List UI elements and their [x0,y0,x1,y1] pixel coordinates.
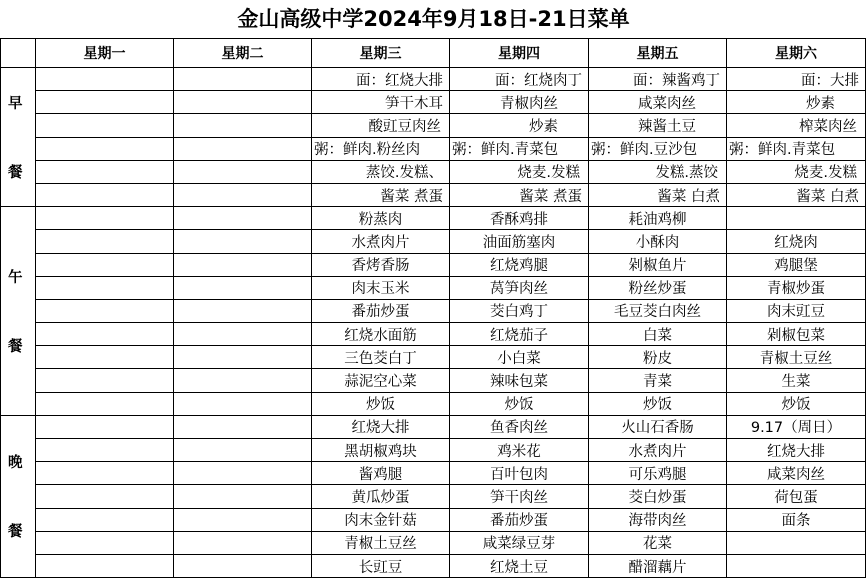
empty-cell [36,183,174,206]
menu-cell: 水煮肉片 [589,439,727,462]
menu-cell: 酱菜 煮蛋 [450,183,589,206]
empty-cell [174,392,312,415]
table-row [1,137,866,160]
menu-cell: 粉蒸肉 [312,207,450,230]
empty-cell [174,299,312,322]
day-header-fri: 星期五 [589,39,727,68]
menu-cell: 酱菜 白煮 [727,183,866,206]
menu-cell: 酸豇豆肉丝 [312,114,450,137]
menu-cell: 油面筋塞肉 [450,230,589,253]
header-row [1,39,866,68]
menu-cell: 粥：鲜肉.青菜包 [450,137,589,160]
menu-cell: 炒饭 [450,392,589,415]
menu-cell: 青椒土豆丝 [727,346,866,369]
empty-cell [174,137,312,160]
empty-cell [174,230,312,253]
table-row [1,160,866,183]
table-row [1,114,866,137]
menu-cell: 红烧肉 [727,230,866,253]
table-row [1,485,866,508]
empty-cell [36,323,174,346]
table-row [1,253,866,276]
menu-cell: 青菜 [589,369,727,392]
menu-cell: 番茄炒蛋 [450,508,589,531]
menu-cell [727,554,866,577]
empty-cell [174,160,312,183]
menu-cell: 鸡米花 [450,439,589,462]
menu-cell: 烧麦.发糕 [727,160,866,183]
empty-cell [36,346,174,369]
table-row [1,462,866,485]
menu-cell: 咸菜肉丝 [727,462,866,485]
empty-cell [174,415,312,438]
table-row [1,68,866,91]
table-row [1,299,866,322]
empty-cell [36,137,174,160]
table-row [1,554,866,577]
menu-cell: 火山石香肠 [589,415,727,438]
empty-cell [174,276,312,299]
empty-cell [36,369,174,392]
menu-cell: 鸡腿堡 [727,253,866,276]
menu-cell: 青椒土豆丝 [312,531,450,554]
empty-cell [174,346,312,369]
table-row [1,91,866,114]
menu-cell: 水煮肉片 [312,230,450,253]
menu-cell: 红烧大排 [312,415,450,438]
menu-cell: 粉皮 [589,346,727,369]
menu-cell: 黑胡椒鸡块 [312,439,450,462]
menu-cell: 长豇豆 [312,554,450,577]
menu-cell: 剁椒鱼片 [589,253,727,276]
table-row [1,369,866,392]
menu-cell: 酱菜 煮蛋 [312,183,450,206]
empty-cell [36,485,174,508]
empty-cell [174,253,312,276]
empty-cell [36,439,174,462]
empty-cell [36,68,174,91]
menu-cell: 花菜 [589,531,727,554]
menu-cell [727,531,866,554]
menu-cell: 粥：鲜肉.豆沙包 [589,137,727,160]
menu-cell: 红烧鸡腿 [450,253,589,276]
menu-cell: 莴笋肉丝 [450,276,589,299]
menu-title: 金山高级中学2024年9月18日-21日菜单 [237,7,630,31]
menu-cell: 茭白炒蛋 [589,485,727,508]
menu-cell: 面：大排 [727,68,866,91]
menu-cell [727,207,866,230]
menu-cell: 红烧大排 [727,439,866,462]
day-header-sat: 星期六 [727,39,866,68]
empty-cell [174,462,312,485]
menu-cell: 发糕.蒸饺 [589,160,727,183]
menu-cell: 鱼香肉丝 [450,415,589,438]
empty-cell [174,183,312,206]
menu-cell: 炒饭 [727,392,866,415]
empty-cell [174,207,312,230]
menu-cell: 三色茭白丁 [312,346,450,369]
empty-cell [36,392,174,415]
menu-cell: 香酥鸡排 [450,207,589,230]
menu-cell: 笋干肉丝 [450,485,589,508]
table-row [1,323,866,346]
menu-cell: 榨菜肉丝 [727,114,866,137]
menu-cell: 蒸饺.发糕、 [312,160,450,183]
menu-cell: 青椒炒蛋 [727,276,866,299]
menu-cell: 蒜泥空心菜 [312,369,450,392]
empty-cell [174,323,312,346]
table-row [1,207,866,230]
table-row [1,531,866,554]
menu-cell: 咸菜绿豆芽 [450,531,589,554]
empty-cell [36,253,174,276]
menu-cell: 小白菜 [450,346,589,369]
table-row [1,230,866,253]
menu-cell: 醋溜藕片 [589,554,727,577]
empty-cell [174,439,312,462]
menu-cell: 白菜 [589,323,727,346]
meal-label-breakfast: 早 餐 [1,68,36,207]
menu-cell: 黄瓜炒蛋 [312,485,450,508]
menu-cell: 咸菜肉丝 [589,91,727,114]
menu-cell: 烧麦.发糕 [450,160,589,183]
menu-cell: 炒饭 [312,392,450,415]
day-header-wed: 星期三 [312,39,450,68]
table-row [1,183,866,206]
empty-cell [36,160,174,183]
menu-cell: 酱鸡腿 [312,462,450,485]
menu-cell: 青椒肉丝 [450,91,589,114]
menu-cell: 笋干木耳 [312,91,450,114]
empty-cell [174,554,312,577]
table-row [1,276,866,299]
empty-cell [174,369,312,392]
menu-cell: 面：红烧大排 [312,68,450,91]
empty-cell [174,114,312,137]
day-header-mon: 星期一 [36,39,174,68]
menu-cell: 生菜 [727,369,866,392]
empty-cell [36,207,174,230]
menu-cell: 小酥肉 [589,230,727,253]
table-row [1,346,866,369]
empty-cell [174,68,312,91]
day-header-tue: 星期二 [174,39,312,68]
menu-cell: 粉丝炒蛋 [589,276,727,299]
menu-cell: 番茄炒蛋 [312,299,450,322]
menu-cell: 粥：鲜肉.粉丝肉 [312,137,450,160]
menu-table [0,38,866,578]
empty-cell [36,91,174,114]
menu-cell: 辣酱土豆 [589,114,727,137]
empty-cell [36,462,174,485]
empty-cell [36,114,174,137]
menu-cell: 耗油鸡柳 [589,207,727,230]
menu-cell: 酱菜 白煮 [589,183,727,206]
table-row [1,415,866,438]
empty-cell [174,531,312,554]
table-row [1,439,866,462]
meal-label-lunch: 午 餐 [1,207,36,416]
menu-cell: 海带肉丝 [589,508,727,531]
menu-cell: 红烧水面筋 [312,323,450,346]
empty-cell [174,91,312,114]
menu-cell: 粥：鲜肉.青菜包 [727,137,866,160]
menu-cell: 剁椒包菜 [727,323,866,346]
empty-cell [174,485,312,508]
menu-cell: 9.17（周日） [727,415,866,438]
menu-cell: 炒饭 [589,392,727,415]
menu-cell: 炒素 [727,91,866,114]
menu-cell: 毛豆茭白肉丝 [589,299,727,322]
empty-cell [36,415,174,438]
menu-cell: 红烧土豆 [450,554,589,577]
menu-cell: 荷包蛋 [727,485,866,508]
menu-cell: 面条 [727,508,866,531]
empty-cell [36,508,174,531]
empty-cell [36,299,174,322]
day-header-thu: 星期四 [450,39,589,68]
menu-cell: 红烧茄子 [450,323,589,346]
menu-cell: 面：辣酱鸡丁 [589,68,727,91]
empty-cell [36,230,174,253]
table-row [1,508,866,531]
menu-cell: 炒素 [450,114,589,137]
empty-cell [36,554,174,577]
menu-cell: 肉末玉米 [312,276,450,299]
menu-cell: 可乐鸡腿 [589,462,727,485]
menu-cell: 茭白鸡丁 [450,299,589,322]
empty-cell [36,531,174,554]
empty-cell [36,276,174,299]
menu-cell: 肉末豇豆 [727,299,866,322]
menu-cell: 百叶包肉 [450,462,589,485]
menu-cell: 香烤香肠 [312,253,450,276]
menu-cell: 面：红烧肉丁 [450,68,589,91]
meal-label-dinner: 晚 餐 [1,415,36,577]
table-row [1,392,866,415]
menu-cell: 辣味包菜 [450,369,589,392]
empty-cell [174,508,312,531]
menu-cell: 肉末金针菇 [312,508,450,531]
corner-cell [1,39,36,68]
